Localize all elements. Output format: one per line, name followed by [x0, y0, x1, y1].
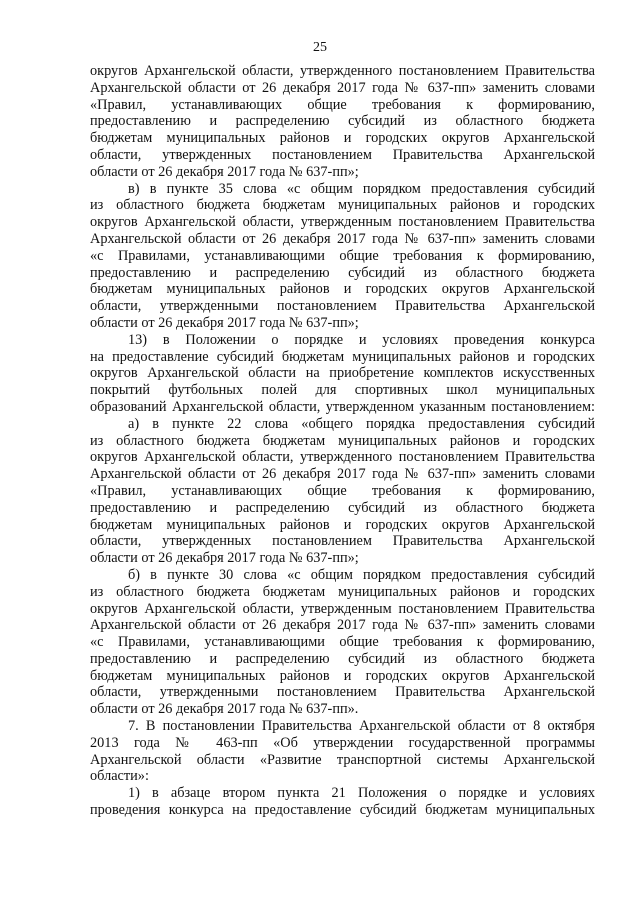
text-line: Архангельской области от 26 декабря 2017 года № 637-пп» заменить словами	[90, 617, 595, 634]
text-line: б) в пункте 30 слова «с общим порядком предоставления субсидий	[128, 566, 595, 583]
text-line: «Правил, устанавливающих общие требования к формированию,	[90, 96, 595, 113]
text-line: из областного бюджета бюджетам муниципальных районов и городских	[90, 583, 595, 600]
text-line: «Правил, устанавливающих общие требования к формированию,	[90, 482, 595, 499]
text-line: Архангельской области от 26 декабря 2017 года № 637-пп» заменить словами	[90, 466, 595, 483]
text-line: области, утвержденными постановлением Правительства Архангельской	[90, 684, 595, 701]
text-line: области от 26 декабря 2017 года № 637-пп»;	[90, 314, 359, 331]
text-line: округов Архангельской области, утвержденного постановлением Правительства	[90, 449, 595, 466]
text-line: проведения конкурса на предоставление субсидий бюджетам муниципальных	[90, 802, 595, 819]
text-line: из областного бюджета бюджетам муниципальных районов и городских	[90, 432, 595, 449]
text-line: в) в пункте 35 слова «с общим порядком предоставления субсидий	[128, 180, 595, 197]
text-line: бюджетам муниципальных районов и городских округов Архангельской	[90, 130, 595, 147]
text-line: Архангельской области от 26 декабря 2017 года № 637-пп» заменить словами	[90, 230, 595, 247]
text-line: Архангельской области от 26 декабря 2017 года № 637-пп» заменить словами	[90, 79, 595, 96]
text-line: округов Архангельской области, утвержденным постановлением Правительства	[90, 214, 595, 231]
text-line: округов Архангельской области на приобретение комплектов искусственных	[90, 365, 595, 382]
text-line: 13) в Положении о порядке и условиях проведения конкурса	[128, 331, 595, 348]
text-line: округов Архангельской области, утвержденным постановлением Правительства	[90, 600, 595, 617]
document-body	[90, 63, 595, 819]
text-line: бюджетам муниципальных районов и городских округов Архангельской	[90, 281, 595, 298]
text-line: «с Правилами, устанавливающими общие требования к формированию,	[90, 247, 595, 264]
page-number: 25	[313, 40, 327, 55]
text-line: бюджетам муниципальных районов и городских округов Архангельской	[90, 667, 595, 684]
text-line: образований Архангельской области, утвержденном указанным постановлением:	[90, 398, 595, 415]
text-line: области от 26 декабря 2017 года № 637-пп»;	[90, 163, 359, 180]
text-line: 1) в абзаце втором пункта 21 Положения о порядке и условиях	[128, 785, 595, 802]
text-line: из областного бюджета бюджетам муниципальных районов и городских	[90, 197, 595, 214]
text-line: предоставлению и распределению субсидий из областного бюджета	[90, 650, 595, 667]
text-line: 7. В постановлении Правительства Архангельской области от 8 октября	[128, 718, 595, 735]
text-line: области от 26 декабря 2017 года № 637-пп».	[90, 701, 359, 718]
text-line: на предоставление субсидий бюджетам муниципальных районов и городских	[90, 348, 595, 365]
text-line: бюджетам муниципальных районов и городских округов Архангельской	[90, 516, 595, 533]
text-line: округов Архангельской области, утвержденного постановлением Правительства	[90, 63, 595, 79]
text-line: области от 26 декабря 2017 года № 637-пп»;	[90, 550, 359, 567]
text-line: области, утвержденными постановлением Правительства Архангельской	[90, 298, 595, 315]
text-line: 2013 года № 463-пп «Об утверждении государственной программы	[90, 734, 595, 751]
text-line: предоставлению и распределению субсидий из областного бюджета	[90, 264, 595, 281]
text-line: «с Правилами, устанавливающими общие требования к формированию,	[90, 634, 595, 651]
text-line: а) в пункте 22 слова «общего порядка предоставления субсидий	[128, 415, 595, 432]
text-line: покрытий футбольных полей для спортивных школ муниципальных	[90, 382, 595, 399]
text-line: Архангельской области «Развитие транспортной системы Архангельской	[90, 751, 595, 768]
text-line: области»:	[90, 768, 149, 785]
text-line: предоставлению и распределению субсидий из областного бюджета	[90, 499, 595, 516]
text-line: области, утвержденных постановлением Правительства Архангельской	[90, 146, 595, 163]
text-line: предоставлению и распределению субсидий из областного бюджета	[90, 113, 595, 130]
text-line: области, утвержденных постановлением Правительства Архангельской	[90, 533, 595, 550]
